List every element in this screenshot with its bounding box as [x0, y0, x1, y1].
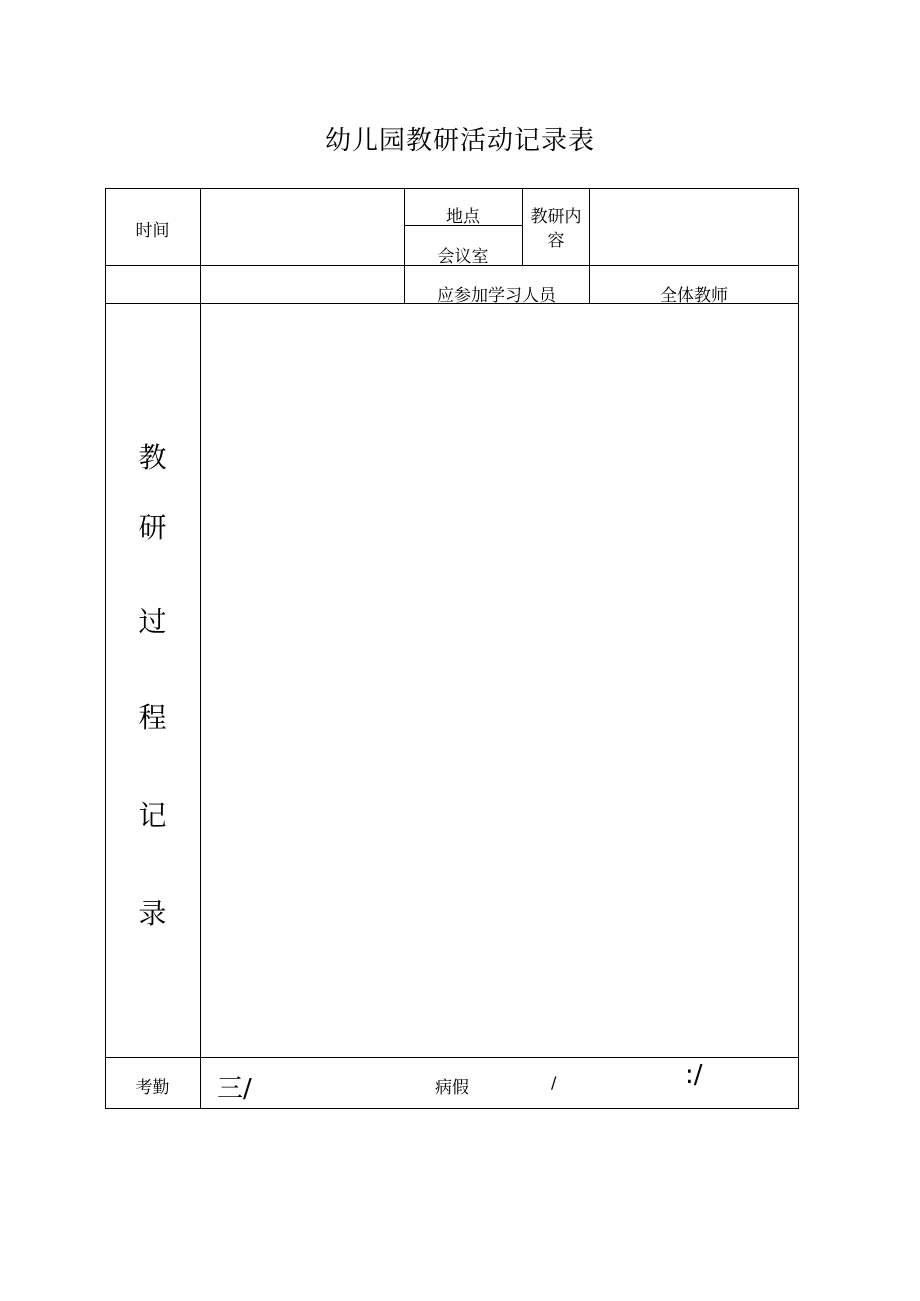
process-char-1: 教	[138, 441, 167, 474]
participants-label: 应参加学习人员	[437, 286, 556, 306]
record-table	[105, 188, 799, 1109]
attendance-mark-2: /	[551, 1073, 557, 1092]
process-char-6: 录	[138, 897, 167, 930]
process-char-4: 程	[138, 701, 167, 734]
row-divider-3	[105, 1057, 799, 1058]
location-label: 地点	[446, 207, 480, 227]
table-border-right	[798, 188, 799, 1109]
table-border-left	[105, 188, 106, 1109]
time-label: 时间	[135, 221, 170, 241]
process-char-5: 记	[138, 799, 167, 832]
attendance-mark-1: 三/	[217, 1074, 252, 1104]
table-border-top	[105, 188, 799, 189]
process-char-3: 过	[138, 605, 167, 638]
page-title: 幼儿园教研活动记录表	[324, 126, 595, 156]
location-value: 会议室	[437, 247, 489, 267]
attendance-label: 考勤	[135, 1078, 170, 1098]
process-char-2: 研	[138, 511, 167, 544]
process-record-area[interactable]	[201, 304, 798, 1057]
content-label: 教研内容	[530, 207, 582, 251]
sick-leave-label: 病假	[435, 1078, 469, 1098]
attendance-mark-3: :/	[685, 1060, 703, 1090]
table-border-bottom	[105, 1108, 799, 1109]
participants-value: 全体教师	[660, 286, 728, 306]
